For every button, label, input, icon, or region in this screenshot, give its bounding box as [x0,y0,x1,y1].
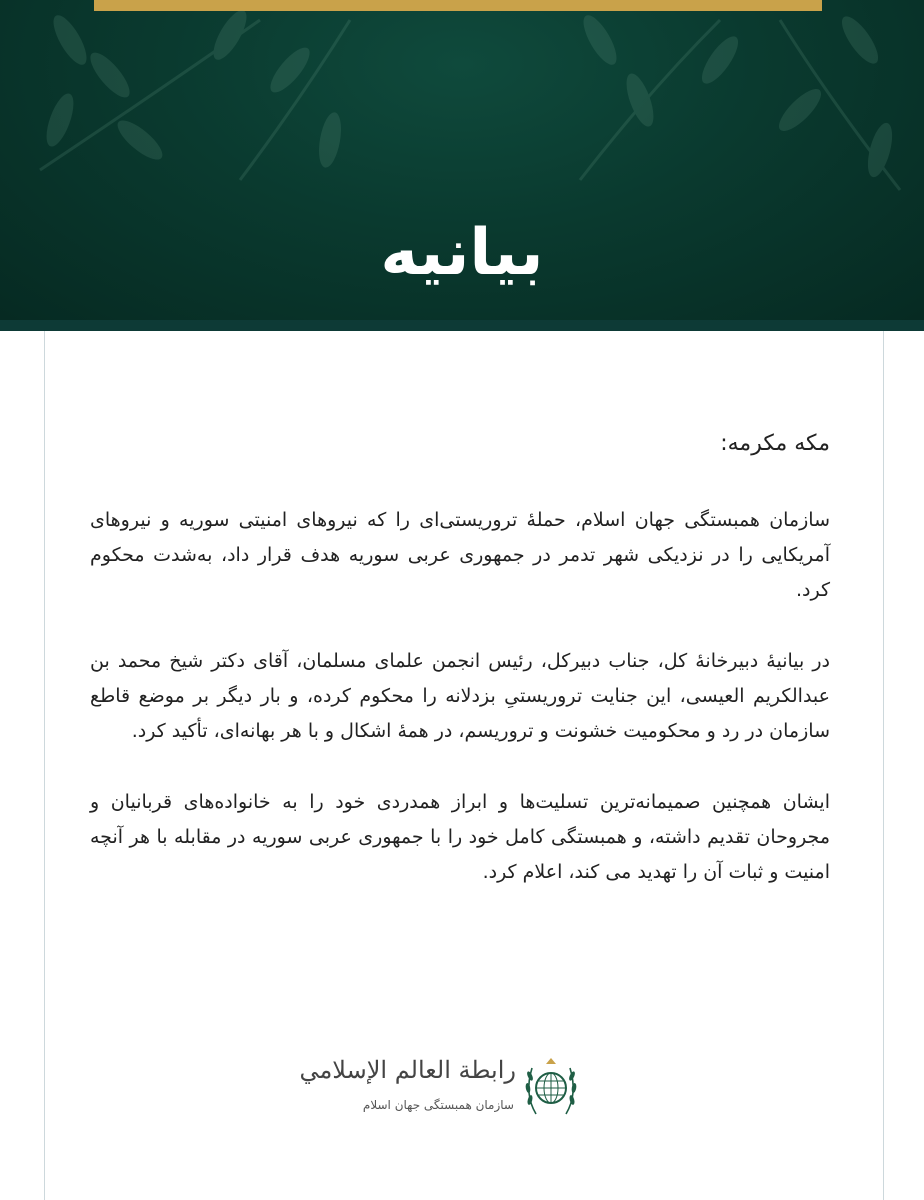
statement-body [90,426,830,926]
header-banner [0,0,924,320]
paragraph: در بیانیهٔ دبیرخانهٔ کل، جناب دبیرکل، رئیس انجمن علمای مسلمان، آقای دکتر شیخ محمد بن عبدالکریم العیسی، این جنایت تروریستیِ بزدلانه را محکوم کرده، و بار دیگر بر موضع قاطع سازمان در رد و محکومیت خشونت و تروریسم، در همهٔ اشکال و با هر بهانه‌ای، تأکید کرد. [90,650,830,742]
organization-logo [299,1054,580,1124]
logo-persian-text: سازمان همبستگی جهان اسلام [362,1098,514,1112]
page-title: بیانیه [380,216,544,290]
emblem-icon [522,1054,580,1120]
header-divider [0,320,924,331]
dateline: مکه مکرمه: [720,431,830,456]
paragraph: ایشان همچنین صمیمانه‌ترین تسلیت‌ها و ابراز همدردی خود را به خانواده‌های قربانیان و مجروحان تقدیم داشته، و همبستگی کامل خود را با جمهوری عربی سوریه در مقابله با هر آنچه امنیت و ثبات آن را تهدید می کند، اعلام کرد. [90,791,830,883]
logo-arabic-text: رابطة العالم الإسلامي [299,1056,516,1084]
paragraph: سازمان همبستگی جهان اسلام، حملهٔ تروریستی‌ای را که نیروهای امنیتی سوریه و نیروهای آمریکایی را در نزدیکی شهر تدمر در جمهوری عربی سوریه هدف قرار داد، به‌شدت محکوم کرد. [90,509,830,601]
